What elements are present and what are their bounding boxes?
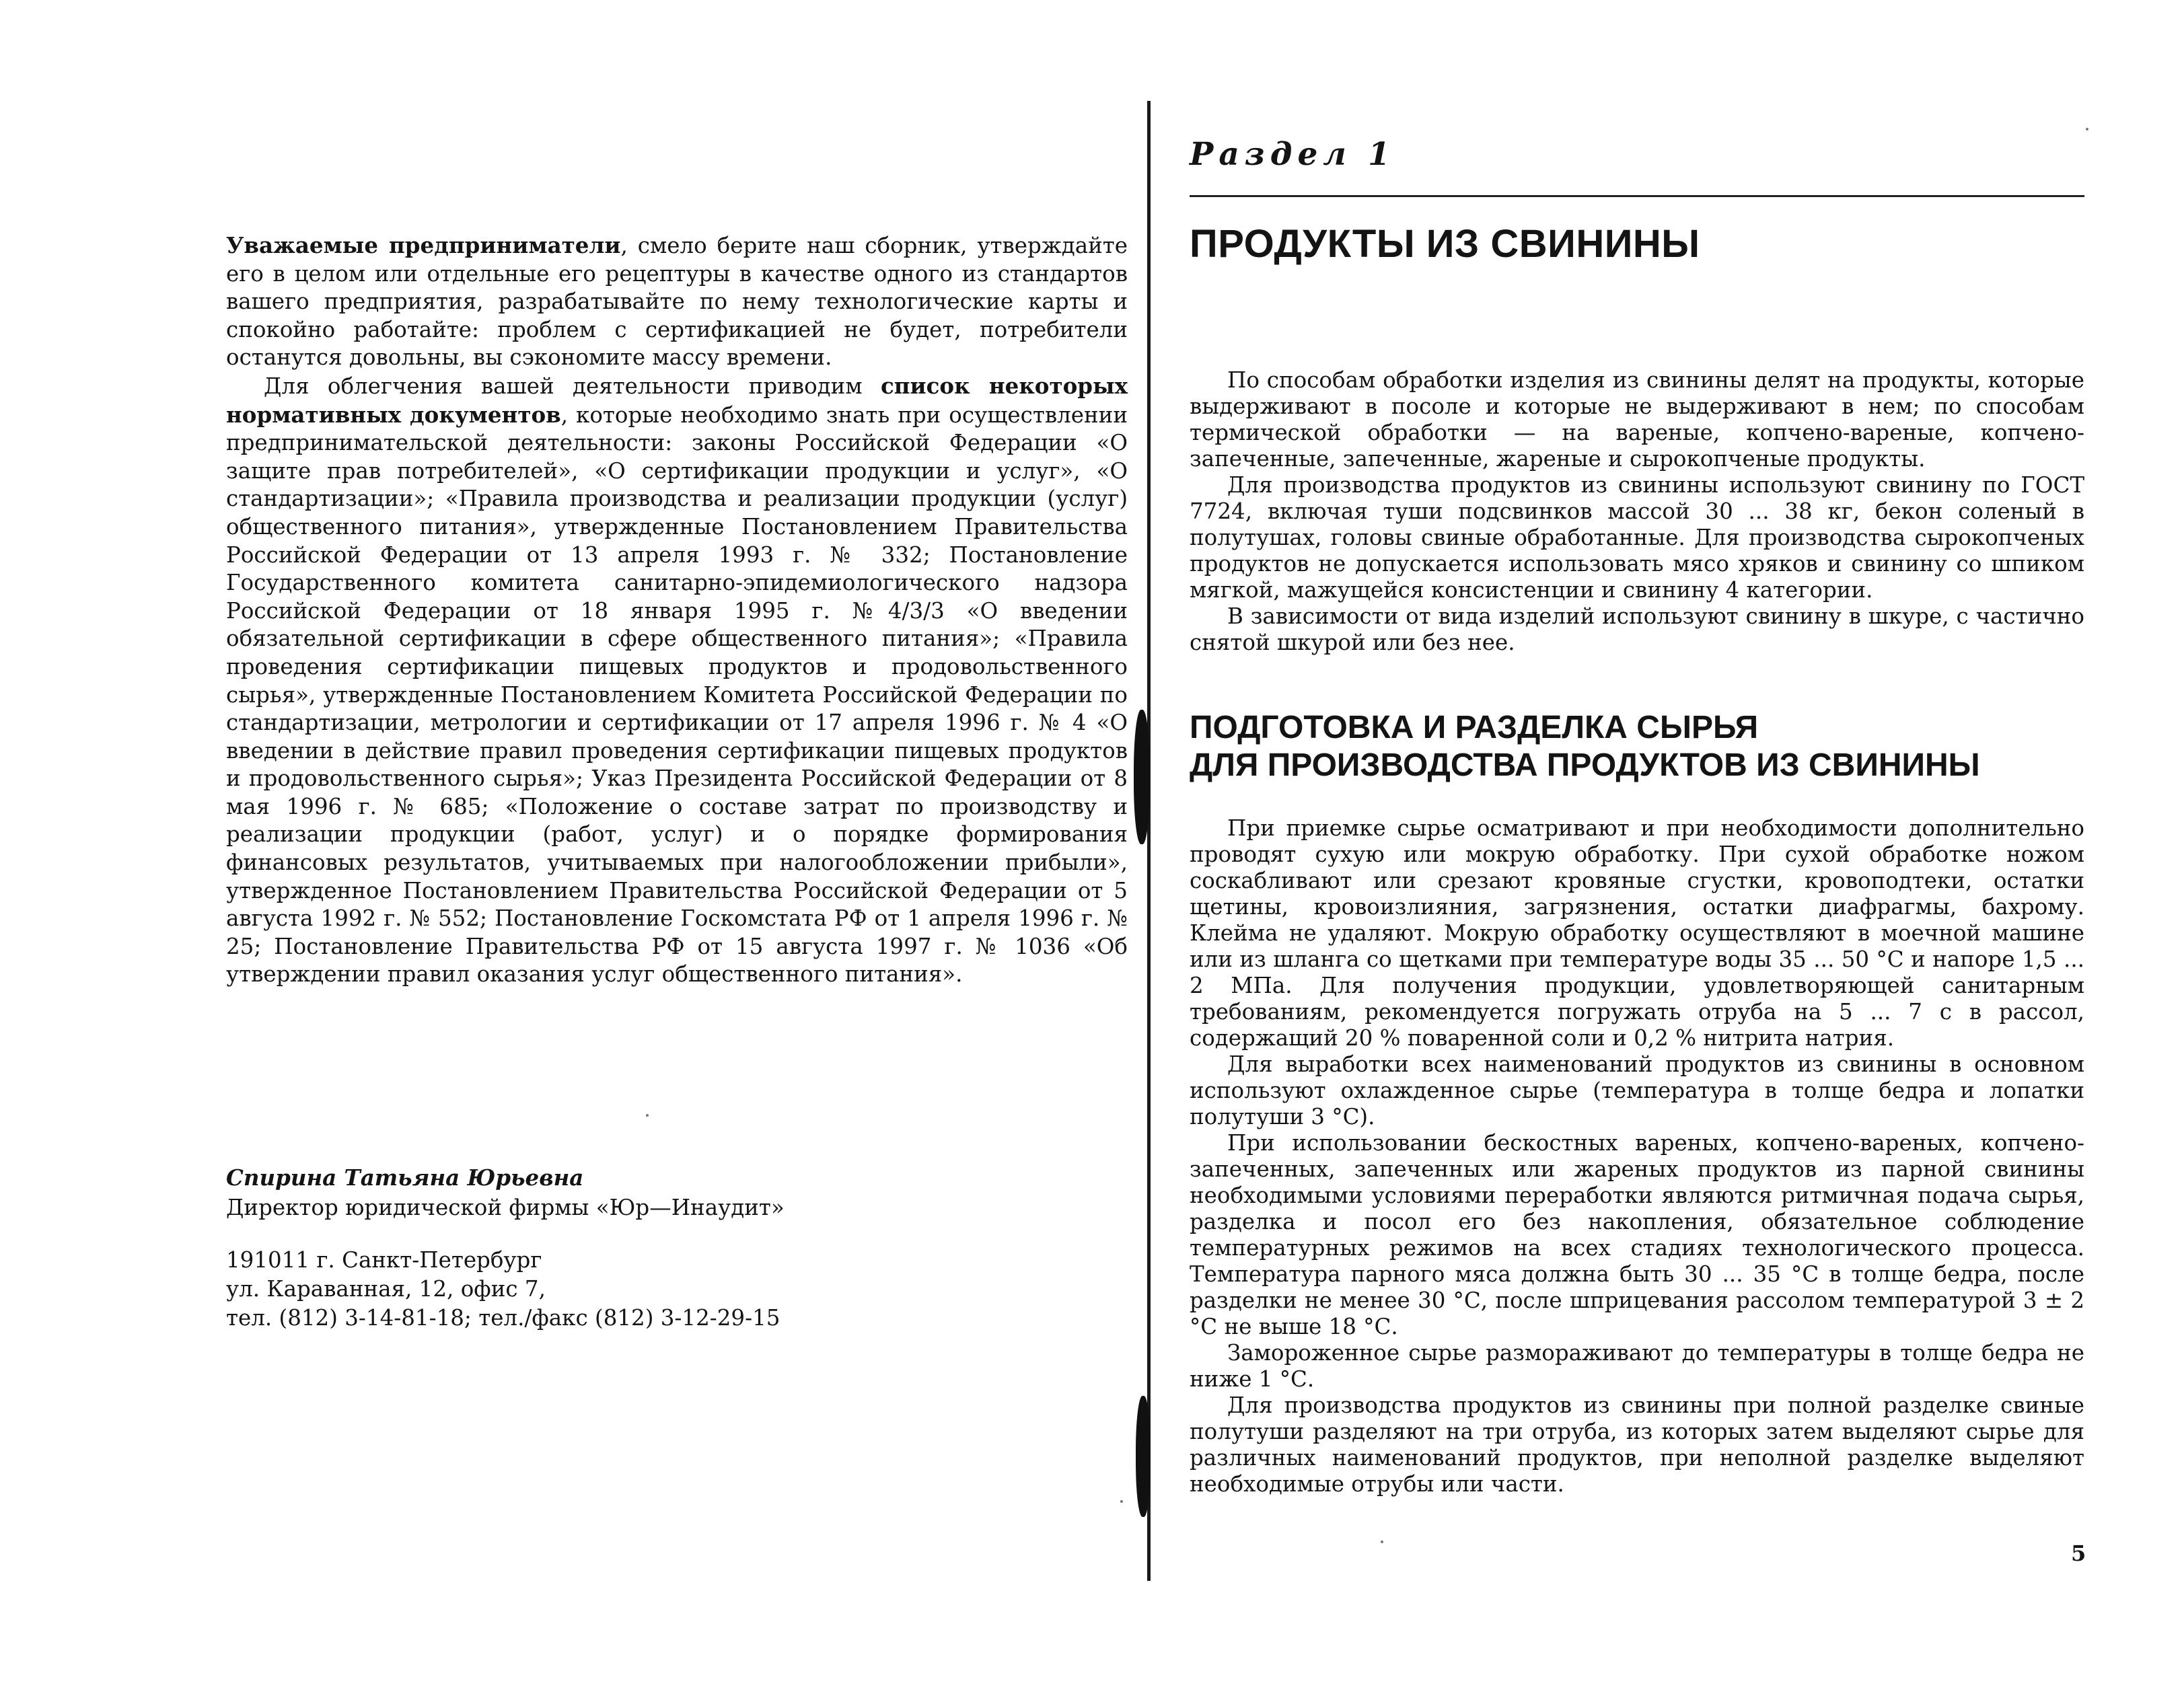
- intro-section: [1190, 367, 2084, 656]
- left-paragraph-2: [226, 372, 1128, 989]
- scan-speck: [646, 1114, 649, 1117]
- scan-speck: [1381, 1540, 1383, 1543]
- prep-paragraph: При приемке сырье осматривают и при необходимости дополнительно проводят сухую или мокрую обработку. При сухой обработке ножом соскабливают или срезают кровяные сгустки, кровоподтеки, остатки щетины, кровоизлияния, загрязнения, остатки диафрагмы, бахрому. Клейма не удаляют. Мокрую обработку осуществляют в моечной машине или из шланга со щетками при температуре воды 35 ... 50 °С и напоре 1,5 ... 2 МПа. Для получения продукции, удовлетворяющей санитарным требованиям, рекомендуется погружать отруба на 5 ... 7 с в рассол, содержащий 20 % поваренной соли и 0,2 % нитрита натрия.: [1190, 815, 2084, 1051]
- prep-paragraph: Замороженное сырье размораживают до температуры в толще бедра не ниже 1 °С.: [1190, 1340, 2084, 1392]
- intro-paragraph: По способам обработки изделия из свинины делят на продукты, которые выдерживают в посоле и которые не выдерживают в нем; по способам термической обработки — на вареные, копчено-вареные, копчено-запеченные, запеченные, жареные и сырокопченые продукты.: [1190, 367, 2084, 472]
- subsection-title: [1190, 709, 2084, 784]
- left-paragraph-1: [226, 231, 1128, 372]
- section-label: Раздел 1: [1190, 136, 1395, 173]
- scan-smudge: [1136, 1396, 1151, 1517]
- page-title: ПРОДУКТЫ ИЗ СВИНИНЫ: [1190, 222, 1700, 266]
- page-number: 5: [2071, 1540, 2086, 1566]
- author-position: Директор юридической фирмы «Юр—Инаудит»: [226, 1195, 785, 1220]
- address-line: ул. Караванная, 12, офис 7,: [226, 1276, 546, 1302]
- address-line: тел. (812) 3-14-81-18; тел./факс (812) 3-12-29-15: [226, 1305, 780, 1331]
- address-line: 191011 г. Санкт-Петербург: [226, 1247, 542, 1273]
- bold-phrase: список некоторых нормативных документов: [226, 372, 1128, 428]
- right-page-header: [1190, 135, 2084, 266]
- subsection-title-line: ДЛЯ ПРОИЗВОДСТВА ПРОДУКТОВ ИЗ СВИНИНЫ: [1190, 747, 1980, 783]
- prep-paragraph: Для производства продуктов из свинины при полной разделке свиные полутуши разделяют на три отруба, из которых затем выделяют сырье для различных наименований продуктов, при неполной разделке выделяют необходимые отрубы или части.: [1190, 1393, 2084, 1497]
- intro-paragraph: В зависимости от вида изделий используют свинину в шкуре, с частично снятой шкурой или без нее.: [1190, 603, 2084, 655]
- bold-lead: Уважаемые предприниматели: [226, 232, 621, 258]
- scan-speck: [1120, 1500, 1123, 1503]
- preparation-section: [1190, 815, 2084, 1497]
- signature-block: [226, 1162, 1128, 1223]
- intro-paragraph: Для производства продуктов из свинины используют свинину по ГОСТ 7724, включая туши подсвинков массой 30 ... 38 кг, бекон соленый в полутушах, головы свиные обработанные. Для производства сырокопченых продуктов не допускается использовать мясо хряков и свинину со шпиком мягкой, мажущейся консистенции и свинину 4 категории.: [1190, 472, 2084, 603]
- paragraph-text: , смело берите наш сборник, утверждайте его в целом или отдельные его рецептуры в качестве одного из стандартов вашего предприятия, разрабатывайте по нему технологические карты и спокойно работайте: проблем с сертификацией не будет, потребители останутся довольны, вы сэкономите массу времени.: [226, 233, 1128, 371]
- paragraph-text-before: Для облегчения вашей деятельности приводим: [264, 373, 881, 399]
- header-rule: [1190, 195, 2084, 197]
- paragraph-text-after: , которые необходимо знать при осуществлении предпринимательской деятельности: законы Российской Федерации «О защите прав потребителей», «О сертификации продукции и услуг», «О стандартизации»; «Правила производства и реализации продукции (услуг) общественного питания», утвержденные Постановлением Правительства Российской Федерации от 13 апреля 1993 г. № 332; Постановление Государственного комитета санитарно-эпидемиологического надзора Российской Федерации от 18 января 1995 г. №4/3/3 «О введении обязательной сертификации в сфере общественного питания»; «Правила проведения сертификации пищевых продуктов и продовольственного сырья», утвержденные Постановлением Комитета Российской Федерации по стандартизации, метрологии и сертификации от 17 апреля 1996 г. № 4 «О введении в действие правил проведения сертификации пищевых продуктов и продовольственного сырья»; Указ Президента Российской Федерации от 8 мая 1996 г. № 685; «Положение о составе затрат по производству и реализации продукции (работ, услуг) и о порядке формирования финансовых результатов, учитываемых при налогообложении прибыли», утвержденное Постановлением Правительства Российской Федерации от 5 августа 1992 г. № 552; Постановление Госкомстата РФ от 1 апреля 1996 г. № 25; Постановление Правительства РФ от 15 августа 1997 г. № 1036 «Об утверждении правил оказания услуг общественного питания».: [226, 402, 1128, 988]
- address-block: [226, 1246, 1128, 1333]
- prep-paragraph: Для выработки всех наименований продуктов из свинины в основном используют охлажденное сырье (температура в толще бедра и лопатки полутуши 3 °С).: [1190, 1051, 2084, 1129]
- prep-paragraph: При использовании бескостных вареных, копчено-вареных, копчено-запеченных, запеченных или жареных продуктов из парной свинины необходимыми условиями переработки являются ритмичная подача сырья, разделка и посол его без накопления, обязательное соблюдение температурных режимов на всех стадиях технологического процесса. Температура парного мяса должна быть 30 ... 35 °С в толще бедра, после разделки не менее 30 °С, после шприцевания рассолом температурой 3 ± 2 °С не выше 18 °С.: [1190, 1130, 2084, 1339]
- left-page-body: [226, 231, 1128, 989]
- scan-speck: [2086, 128, 2088, 131]
- page-gutter-line: [1147, 101, 1151, 1581]
- scan-smudge: [1134, 710, 1150, 844]
- subsection-title-line: ПОДГОТОВКА И РАЗДЕЛКА СЫРЬЯ: [1190, 710, 1759, 745]
- author-name: Спирина Татьяна Юрьевна: [226, 1164, 584, 1191]
